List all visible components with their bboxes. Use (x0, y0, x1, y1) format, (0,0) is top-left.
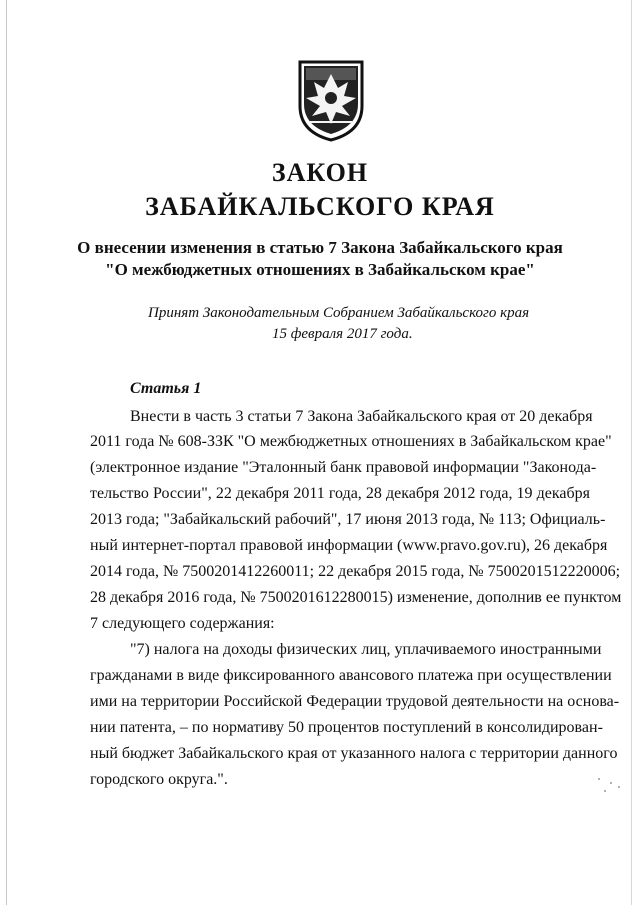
amendment-text-line: ный бюджет Забайкальского края от указанного налога с территории данного (90, 745, 618, 762)
article-text-line: 2013 года; "Забайкальский рабочий", 17 июня 2013 года, № 113; Официаль- (90, 511, 606, 528)
article-text-line: 2011 года № 608-ЗЗК "О межбюджетных отношениях в Забайкальском крае" (90, 433, 612, 450)
amendment-text-line: гражданами в виде фиксированного авансового платежа при осуществлении (90, 667, 612, 684)
amendment-text-line: нии патента, – по нормативу 50 процентов поступлений в консолидирован- (90, 719, 603, 736)
adoption-note: Принят Законодательным Собранием Забайкальского края (148, 305, 530, 321)
scan-edge (6, 0, 7, 905)
law-subtitle-line1: О внесении изменения в статью 7 Закона Забайкальского края (77, 238, 563, 257)
article-text-line: тельство России", 22 декабря 2011 года, 28 декабря 2012 года, 19 декабря (90, 485, 590, 502)
article-text-line: Внести в часть 3 статьи 7 Закона Забайкальского края от 20 декабря (130, 408, 593, 425)
amendment-text-line: городского округа.". (90, 771, 228, 788)
law-subtitle-line2: "О межбюджетных отношениях в Забайкальском крае" (105, 260, 535, 279)
adoption-date: 15 февраля 2017 года. (272, 326, 413, 342)
article-text-line: (электронное издание "Эталонный банк правовой информации "Законода- (90, 459, 597, 476)
amendment-text-line: "7) налога на доходы физических лиц, уплачиваемого иностранными (130, 641, 602, 658)
article-text-line: 2014 года, № 7500201412260011; 22 декабря 2015 года, № 7500201512220006; (90, 563, 621, 580)
article-text-line: 28 декабря 2016 года, № 7500201612280015) изменение, дополнив ее пунктом (90, 589, 622, 606)
article-heading: Статья 1 (130, 380, 202, 397)
amendment-text-line: ими на территории Российской Федерации трудовой деятельности на основа- (90, 693, 620, 710)
coat-of-arms-emblem (296, 58, 366, 142)
law-title: ЗАКОН (271, 158, 369, 187)
scan-speck (604, 790, 606, 792)
article-text-line: ный интернет-портал правовой информации (www.pravo.gov.ru), 26 декабря (90, 537, 608, 554)
scan-edge (631, 0, 632, 905)
article-text-line: 7 следующего содержания: (90, 615, 275, 632)
scan-speck (618, 786, 620, 788)
scan-speck (610, 782, 612, 784)
scan-speck (598, 778, 600, 780)
law-region-title: ЗАБАЙКАЛЬСКОГО КРАЯ (145, 192, 495, 221)
